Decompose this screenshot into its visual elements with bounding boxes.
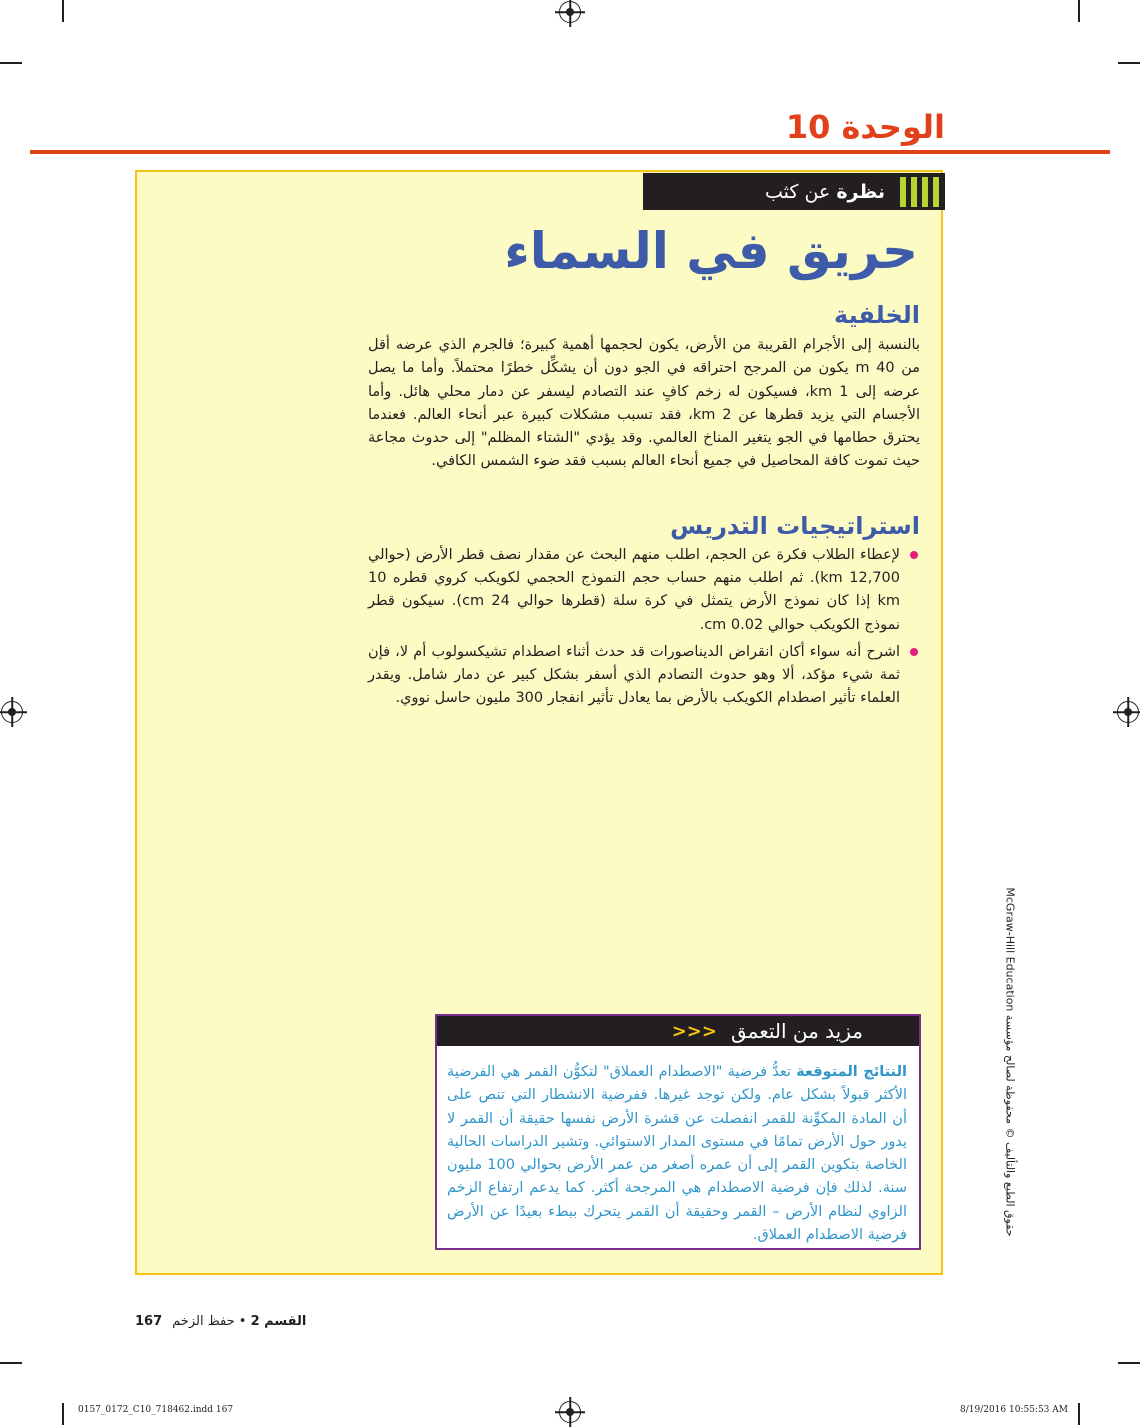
more-depth-title: مزيد من التعمق	[730, 1019, 863, 1043]
bullet-icon	[910, 648, 918, 656]
background-text: بالنسبة إلى الأجرام القريبة من الأرض، يكون لحجمها أهمية كبيرة؛ فالجرم الذي عرضه أقل من 40 m يكون من المرجح احتراقه في الجو دون أن يشكِّل خطرًا محتملاً. وأما ما يصل عرضه إلى 1 km، فسيكون له زخم كافٍ عند التصادم ليسفر عن دمار محلي هائل. وأما الأجسام التي يزيد قطرها عن 2 km، فقد تسبب مشكلات كبيرة عبر أنحاء العالم. فعندما يحترق حطامها في الجو يتغير المناخ العالمي. وقد يؤدي "الشتاء المظلم" إلى حدوث مجاعة حيث تموت كافة المحاصيل في جميع أنحاء العالم بسبب فقد ضوء الشمس الكافي.	[368, 337, 921, 470]
crop-mark	[62, 0, 64, 22]
bullet-icon	[910, 551, 918, 559]
slug-file: 0157_0172_C10_718462.indd 167	[78, 1405, 234, 1415]
unit-title: الوحدة 10	[785, 108, 945, 146]
crop-mark	[0, 62, 22, 64]
registration-mark-icon	[559, 1401, 581, 1423]
banner-label	[765, 181, 895, 203]
feature-title: حريق في السماء	[504, 222, 918, 280]
registration-mark-icon	[1117, 701, 1139, 723]
slug-date: 8/19/2016 10:55:53 AM	[959, 1405, 1068, 1415]
crop-mark	[0, 1362, 22, 1364]
more-depth-text	[447, 1061, 907, 1247]
list-item	[368, 544, 918, 637]
banner-stripes-icon	[895, 173, 945, 210]
strategies-list	[368, 544, 918, 714]
footer-section-rest: • حفظ الزخم	[172, 1314, 247, 1329]
list-item-text: لإعطاء الطلاب فكرة عن الحجم، اطلب منهم البحث عن مقدار نصف قطر الأرض (حوالي 12,700 km). ثم اطلب منهم حساب حجم النموذج الحجمي لكويكب كروي قطره 10 km إذا كان نموذج الأرض يتمثل في كرة سلة (قطرها حوالي 24 cm). سيكون قطر نموذج الكويكب حوالي 0.02 cm.	[368, 547, 901, 633]
page-footer	[135, 1314, 306, 1329]
footer-section-label	[172, 1314, 306, 1329]
header-divider	[30, 150, 1110, 154]
feature-banner	[643, 173, 945, 210]
banner-label-bold: نظرة	[836, 180, 885, 203]
arrows-icon: <<<	[671, 1020, 717, 1042]
background-heading: الخلفية	[834, 301, 920, 329]
registration-mark-icon	[559, 1, 581, 23]
list-item	[368, 641, 918, 711]
page-number: 167	[135, 1314, 163, 1329]
crop-mark	[1078, 0, 1080, 22]
more-depth-header	[437, 1016, 919, 1046]
registration-mark-icon	[1, 701, 23, 723]
more-depth-lead: النتائج المتوقعة	[796, 1064, 907, 1080]
more-depth-body: تعدُّ فرضية "الاصطدام العملاق" لتكوُّن القمر هي الفرضية الأكثر قبولاً بشكل عام. ولكن توجد غيرها. ففرضية الانشطار التي تنص على أن المادة المكوِّنة للقمر انفصلت عن قشرة الأرض نفسها حقيقة أن القمر لا يدور حول الأرض تمامًا في مستوى المدار الاستوائي. وتشير الدراسات الحالية الخاصة بتكوين القمر إلى أن عمره أصغر من عمر الأرض بحوالي 100 مليون سنة. لذلك فإن فرضية الاصطدام هي المرجحة أكثر. كما يدعم ارتفاع الزخم الزاوي لنظام الأرض – القمر وحقيقة أن القمر يتحرك ببطء بعيدًا عن الأرض فرضية الاصطدام العملاق.	[447, 1064, 907, 1244]
list-item-text: اشرح أنه سواء أكان انقراض الديناصورات قد حدث أثناء اصطدام تشيكسولوب أم لا، فإن ثمة شيء مؤكد، ألا وهو حدوث التصادم الذي أسفر بشكل كبير عن دمار شامل. ويقدر العلماء تأثير اصطدام الكويكب بالأرض بما يعادل تأثير انفجار 300 مليون حاسل نووي.	[368, 643, 900, 707]
crop-mark	[1118, 1362, 1140, 1364]
strategies-heading: استراتيجيات التدريس	[670, 512, 920, 540]
banner-label-rest: عن كثب	[764, 180, 831, 203]
crop-mark	[1078, 1403, 1080, 1425]
crop-mark	[62, 1403, 64, 1425]
crop-mark	[1118, 62, 1140, 64]
copyright-text: حقوق الطبع والتأليف © محفوظة لصالح مؤسسة McGraw-Hill Education	[1003, 887, 1017, 1237]
footer-section-bold: القسم 2	[250, 1314, 307, 1329]
